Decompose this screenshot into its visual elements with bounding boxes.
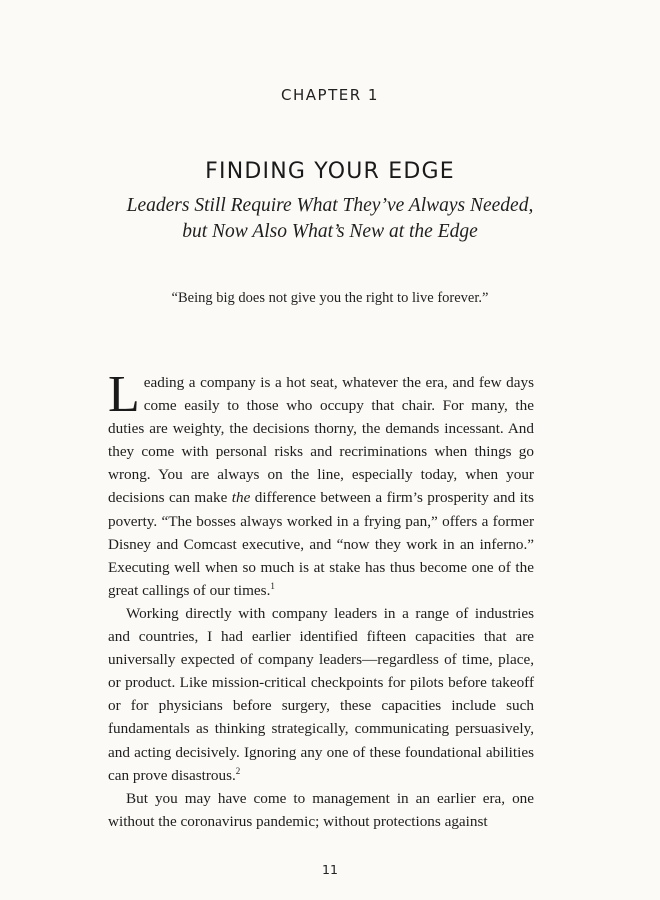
paragraph-1-emphasis: the	[231, 489, 251, 507]
body-text	[108, 366, 534, 833]
epigraph: “Being big does not give you the right to live forever.”	[171, 290, 489, 306]
paragraph-3-text: But you may have come to management in an earlier era, one without the coronavirus pandemic; without protections against	[108, 789, 534, 830]
drop-cap: L	[108, 366, 140, 423]
chapter-title: FINDING YOUR EDGE	[205, 159, 455, 184]
subtitle-line-2: but Now Also What’s New at the Edge	[182, 221, 478, 242]
footnote-marker-2: 2	[235, 765, 241, 776]
paragraph-1-text-a: eading a company is a hot seat, whatever the era, and few days come easily to those who occupy that chair. For many, the duties are weighty, the decisions thorny, the demands incessant. And they come with personal risks and recriminations when things go wrong. You are always on the line, especially today, when your decisions can make	[108, 374, 534, 507]
paragraph-3	[108, 787, 534, 833]
paragraph-1-text-b: difference between a firm’s prosperity and its poverty. “The bosses always worked in a frying pan,” offers a former Disney and Comcast executive, and “now they work in an inferno.” Executing well when so much is at stake has thus become one of the great callings of our times.	[108, 489, 534, 599]
page-number: 11	[322, 862, 338, 877]
paragraph-2	[108, 602, 534, 787]
chapter-subtitle	[0, 193, 660, 245]
footnote-marker-1: 1	[270, 580, 275, 591]
paragraph-2-text: Working directly with company leaders in a range of industries and countries, I had earlier identified fifteen capacities that are universally expected of company leaders—regardless of time, place, or product. Like mission-critical checkpoints for pilots before takeoff or for physicians before surgery, these capacities include such fundamentals as thinking strategically, communicating persuasively, and acting decisively. Ignoring any one of these foundational abilities can prove disastrous.	[108, 604, 534, 784]
subtitle-line-1: Leaders Still Require What They’ve Always Needed,	[126, 195, 534, 216]
chapter-label: CHAPTER 1	[281, 86, 379, 104]
paragraph-1	[108, 366, 534, 602]
